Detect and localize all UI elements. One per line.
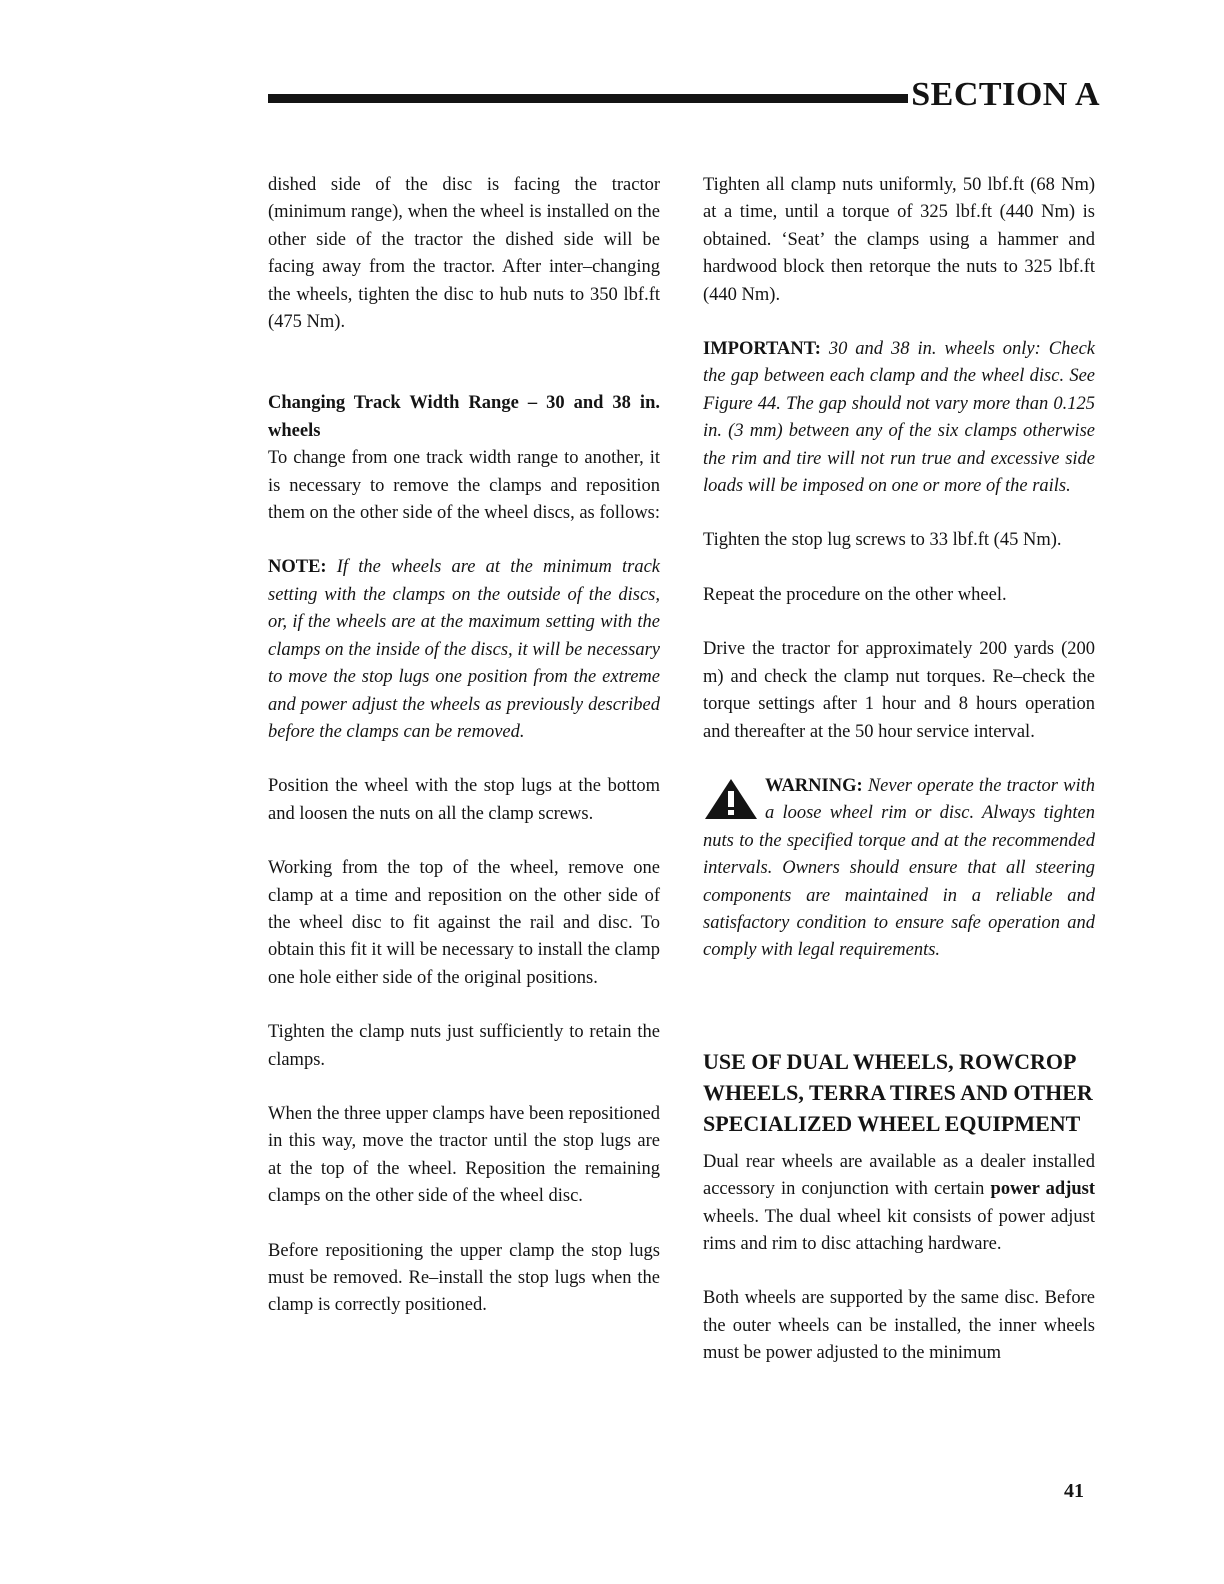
important-note (703, 336, 1095, 500)
paragraph: Tighten the clamp nuts just sufficiently to retain the clamps. (268, 1022, 660, 1070)
note-label: NOTE: (268, 557, 327, 578)
paragraph: Position the wheel with the stop lugs at the bottom and loosen the nuts on all the clamp screws. (268, 776, 660, 824)
paragraph: When the three upper clamps have been repositioned in this way, move the tractor until the stop lugs are at the top of the wheel. Reposition the remaining clamps on the other side of the wheel disc. (268, 1103, 660, 1207)
subheading: Changing Track Width Range – 30 and 38 in. wheels (268, 393, 660, 441)
important-label: IMPORTANT: (703, 339, 821, 360)
paragraph: Working from the top of the wheel, remove one clamp at a time and reposition on the other side of the wheel disc to fit against the rail and disc. To obtain this fit it will be necessary to install the clamp one hole either side of the original positions. (268, 858, 660, 988)
paragraph: Repeat the procedure on the other wheel. (703, 584, 1007, 605)
paragraph: Tighten all clamp nuts uniformly, 50 lbf.ft (68 Nm) at a time, until a torque of 325 lbf.ft (440 Nm) is obtained. ‘Seat’ the clamps using a hammer and hardwood block then retorque the nuts to 325 lbf.ft (440 Nm). (703, 175, 1095, 305)
warning-label: WARNING: (765, 775, 863, 796)
paragraph: Drive the tractor for approximately 200 yards (200 m) and check the clamp nut torques. Re–check the torque settings after 1 hour and 8 hours operation and thereafter at the 50 hour service interval. (703, 639, 1095, 742)
paragraph: Both wheels are supported by the same disc. Before the outer wheels can be installed, the inner wheels must be power adjusted to the minimum (703, 1288, 1095, 1364)
paragraph: Tighten the stop lug screws to 33 lbf.ft (45 Nm). (703, 530, 1062, 551)
warning-text: Never operate the tractor with a loose wheel rim or disc. Always tighten nuts to the specified torque and at the recommended intervals. Owners should ensure that all steering components are maintained in a reliable and satisfactory condition to ensure safe operation and comply with legal requirements. (703, 775, 1096, 961)
note (268, 554, 660, 746)
header-rule (268, 94, 908, 103)
warning-icon (703, 777, 759, 821)
text-run-bold: power adjust (990, 1179, 1095, 1200)
section-heading: USE OF DUAL WHEELS, ROWCROP WHEELS, TERRA TIRES AND OTHER SPECIALIZED WHEEL EQUIPMENT (703, 1048, 1093, 1136)
text-run: Dual rear wheels are available as a dealer installed accessory in conjunction with certain (703, 1151, 1095, 1200)
note-text: If the wheels are at the minimum track setting with the clamps on the outside of the discs, or, if the wheels are at the maximum setting with the clamps on the inside of the discs, it will be necessary to move the stop lugs one position from the extreme and power adjust the wheels as previously described before the clamps can be removed. (268, 557, 661, 742)
important-text: 30 and 38 in. wheels only: Check the gap between each clamp and the wheel disc. See Figure 44. The gap should not vary more than 0.125 in. (3 mm) between any of the six clamps otherwise the rim and tire will not run true and excessive side loads will be imposed on one or more of the rails. (703, 339, 1095, 497)
paragraph (703, 1149, 1095, 1259)
text-run: wheels. The dual wheel kit consists of power adjust rims and rim to disc attaching hardware. (703, 1206, 1095, 1254)
right-column (703, 172, 1095, 1395)
warning-block (703, 773, 1095, 965)
paragraph: dished side of the disc is facing the tractor (minimum range), when the wheel is installed on the other side of the tractor the dished side will be facing away from the tractor. After inter–changing the wheels, tighten the disc to hub nuts to 350 lbf.ft (475 Nm). (268, 175, 660, 333)
paragraph: Before repositioning the upper clamp the stop lugs must be removed. Re–install the stop lugs when the clamp is correctly positioned. (268, 1240, 660, 1316)
page-number: 41 (1064, 1480, 1084, 1502)
paragraph: To change from one track width range to another, it is necessary to remove the clamps and reposition them on the other side of the wheel discs, as follows: (268, 448, 661, 524)
section-title: SECTION A (911, 76, 1100, 113)
left-column (268, 172, 660, 1347)
